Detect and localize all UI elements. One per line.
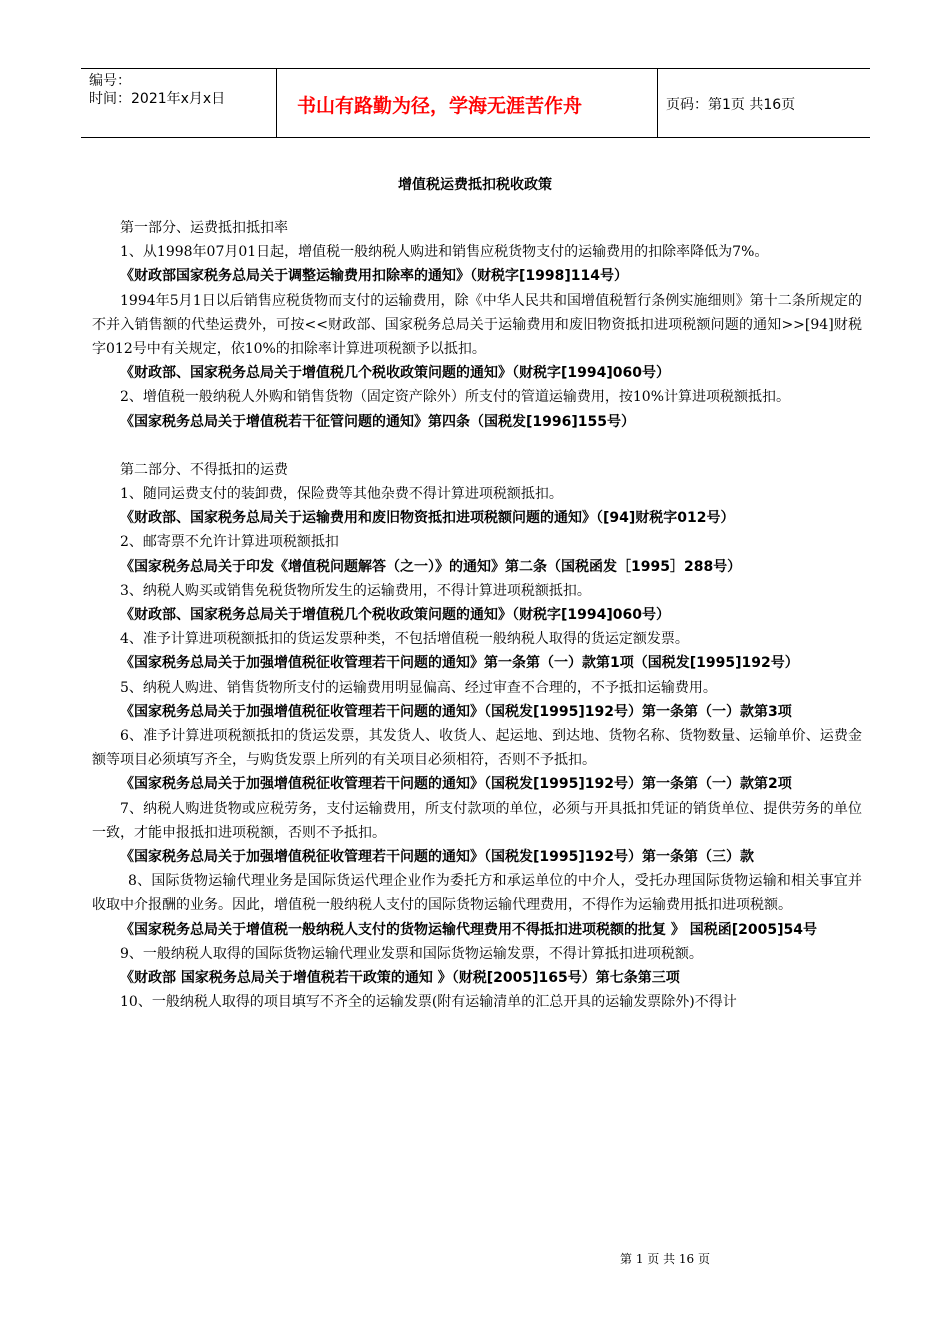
- policy-reference: 《国家税务总局关于加强增值税征收管理若干问题的通知》（国税发[1995]192号）第一条第（三）款: [120, 849, 754, 866]
- body-paragraph: 2、增值税一般纳税人外购和销售货物（固定资产除外）所支付的管道运输费用，按10%计算进项税额抵扣。: [120, 389, 791, 406]
- body-paragraph: 8、国际货物运输代理业务是国际货运代理企业作为委托方和承运单位的中介人，受托办理国际货物运输和相关事宜并收取中介报酬的业务。因此，增值税一般纳税人支付的国际货物运输代理费用，不得作为运输费用抵扣进项税额。: [92, 873, 862, 914]
- document-body: [92, 216, 862, 1015]
- paragraph-gap: [92, 434, 862, 458]
- page-info: 页码：第1页 共16页: [666, 97, 796, 113]
- header-slogan-cell: [277, 69, 658, 137]
- number-label: 编号：: [89, 73, 131, 89]
- policy-reference: 《国家税务总局关于印发《增值税问题解答（之一）》的通知》第二条（国税函发［1995］288号）: [120, 558, 742, 575]
- body-paragraph: 5、纳税人购进、销售货物所支付的运输费用明显偏高、经过审查不合理的，不予抵扣运输费用。: [120, 679, 717, 696]
- policy-reference: 《国家税务总局关于加强增值税征收管理若干问题的通知》（国税发[1995]192号）第一条第（一）款第2项: [120, 776, 792, 793]
- document-header: [81, 68, 870, 138]
- policy-reference: 《国家税务总局关于加强增值税征收管理若干问题的通知》第一条第（一）款第1项（国税发[1995]192号）: [120, 655, 799, 672]
- body-paragraph: 3、纳税人购买或销售免税货物所发生的运输费用，不得计算进项税额抵扣。: [120, 582, 591, 599]
- policy-reference: 《国家税务总局关于加强增值税征收管理若干问题的通知》（国税发[1995]192号）第一条第（一）款第3项: [120, 703, 792, 720]
- body-paragraph: 1、从1998年07月01日起，增值税一般纳税人购进和销售应税货物支付的运输费用的扣除率降低为7%。: [120, 244, 769, 261]
- body-paragraph: 6、准予计算进项税额抵扣的货运发票，其发货人、收货人、起运地、到达地、货物名称、货物数量、运输单价、运费金额等项目必须填写齐全，与购货发票上所列的有关项目必须相符，否则不予抵扣。: [92, 728, 862, 769]
- policy-reference: 《国家税务总局关于增值税一般纳税人支付的货物运输代理费用不得抵扣进项税额的批复 》 国税函[2005]54号: [120, 921, 817, 938]
- body-paragraph: 2、邮寄票不允许计算进项税额抵扣: [120, 534, 339, 551]
- header-meta-cell: [81, 69, 277, 137]
- policy-reference: 《财政部、国家税务总局关于增值税几个税收政策问题的通知》（财税字[1994]060号）: [120, 365, 670, 382]
- body-paragraph: 第一部分、运费抵扣抵扣率: [120, 220, 288, 236]
- body-paragraph: 10、一般纳税人取得的项目填写不齐全的运输发票(附有运输清单的汇总开具的运输发票除外)不得计: [120, 994, 737, 1011]
- body-paragraph: 9、一般纳税人取得的国际货物运输代理业发票和国际货物运输发票，不得计算抵扣进项税额。: [120, 945, 703, 962]
- slogan: 书山有路勤为径，学海无涯苦作舟: [297, 95, 583, 117]
- document-title: 增值税运费抵扣税收政策: [398, 177, 552, 193]
- body-paragraph: 4、准予计算进项税额抵扣的货运发票种类，不包括增值税一般纳税人取得的货运定额发票。: [120, 631, 689, 648]
- policy-reference: 《国家税务总局关于增值税若干征管问题的通知》第四条（国税发[1996]155号）: [120, 413, 635, 430]
- page-footer: 第 1 页 共 16 页: [620, 1252, 710, 1266]
- body-paragraph: 7、纳税人购进货物或应税劳务，支付运输费用，所支付款项的单位，必须与开具抵扣凭证的销货单位、提供劳务的单位一致，才能申报抵扣进项税额，否则不予抵扣。: [92, 800, 862, 841]
- body-paragraph: 第二部分、不得抵扣的运费: [120, 461, 288, 478]
- policy-reference: 《财政部国家税务总局关于调整运输费用扣除率的通知》（财税字[1998]114号）: [120, 268, 628, 285]
- policy-reference: 《财政部、国家税务总局关于增值税几个税收政策问题的通知》（财税字[1994]060号）: [120, 607, 670, 624]
- policy-reference: 《财政部、国家税务总局关于运输费用和废旧物资抵扣进项税额问题的通知》（[94]财税字012号）: [120, 510, 735, 527]
- body-paragraph: 1994年5月1日以后销售应税货物而支付的运输费用，除《中华人民共和国增值税暂行条例实施细则》第十二条所规定的不并入销售额的代垫运费外，可按<<财政部、国家税务总局关于运输费用和废旧物资抵扣进项税额问题的通知>>[94]财税字012号中有关规定，依10%的扣除率计算进项税额予以抵扣。: [92, 292, 862, 358]
- policy-reference: 《财政部 国家税务总局关于增值税若干政策的通知 》（财税[2005]165号）第七条第三项: [120, 970, 680, 987]
- time-label: 时间：2021年x月x日: [89, 91, 226, 107]
- body-paragraph: 1、随同运费支付的装卸费，保险费等其他杂费不得计算进项税额抵扣。: [120, 486, 563, 503]
- header-page-cell: [658, 69, 870, 137]
